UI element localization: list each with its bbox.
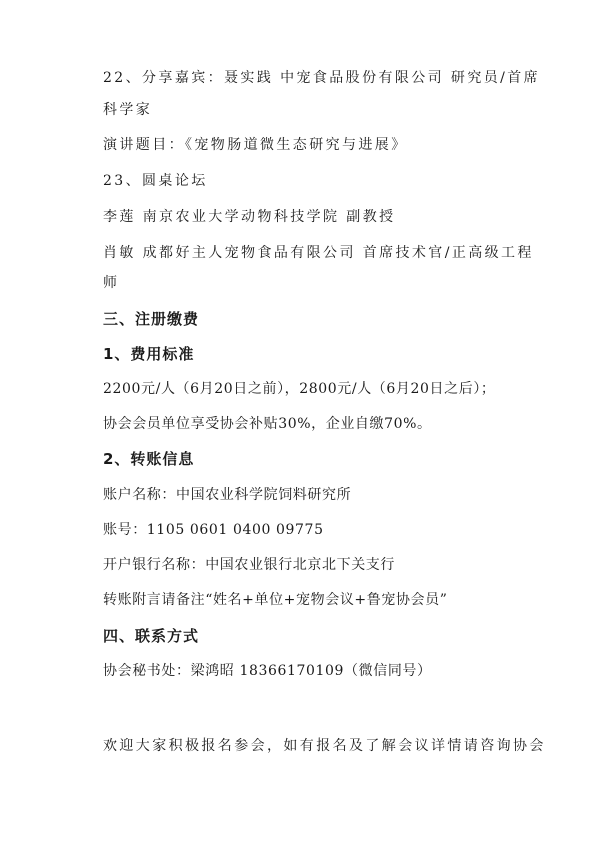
- fee-text: 2200元/人（6月20日之前），2800元/人（6月20日之后）；: [103, 381, 496, 397]
- speech-topic: 演讲题目：《宠物肠道微生态研究与进展》: [103, 137, 408, 153]
- section-4-heading: 四、联系方式: [103, 627, 200, 645]
- panelist-li-lian: 李莲 南京农业大学动物科技学院 副教授: [103, 209, 396, 225]
- speaker-22-line-2: 科学家: [103, 102, 153, 118]
- item-23-roundtable: 23、圆桌论坛: [103, 173, 208, 189]
- welcome-text: 欢迎大家积极报名参会，如有报名及了解会议详情请咨询协会: [103, 738, 546, 754]
- account-number: 账号：1105 0601 0400 09775: [103, 522, 324, 538]
- contact-info: 协会秘书处：梁鸿昭 18366170109（微信同号）: [103, 663, 432, 679]
- subsidy-text: 协会会员单位享受协会补贴30%，企业自缴70%。: [103, 416, 432, 432]
- section-3-heading: 三、注册缴费: [103, 310, 200, 328]
- fee-standard-heading: 1、费用标准: [103, 345, 195, 363]
- transfer-remark: 转账附言请备注“姓名+单位+宠物会议+鲁宠协会员”: [103, 592, 448, 608]
- panelist-xiao-min-line-2: 师: [103, 275, 120, 291]
- transfer-info-heading: 2、转账信息: [103, 450, 195, 468]
- speaker-22-line-1: 22、分享嘉宾：聂实践 中宠食品股份有限公司 研究员/首席: [103, 70, 541, 86]
- bank-name: 开户银行名称：中国农业银行北京北下关支行: [103, 557, 395, 573]
- account-name: 账户名称：中国农业科学院饲料研究所: [103, 487, 352, 503]
- panelist-xiao-min-line-1: 肖敏 成都好主人宠物食品有限公司 首席技术官/正高级工程: [103, 245, 534, 261]
